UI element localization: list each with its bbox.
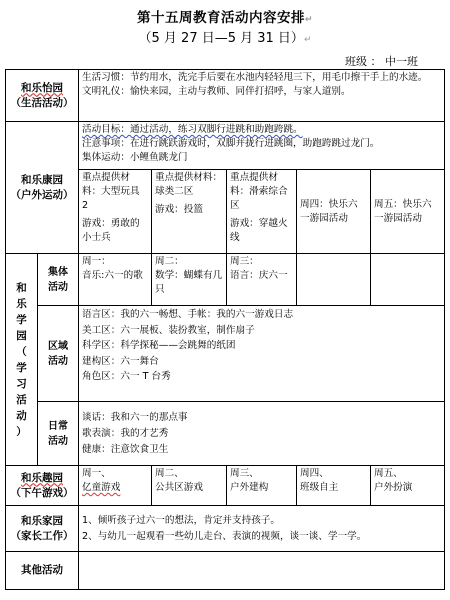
area-item: 建构区：六一舞台 (82, 355, 159, 367)
outdoor-day-4: 周四：快乐六一游园活动 (297, 170, 371, 254)
daily-activity-label: 日常 活动 (38, 402, 79, 466)
daily-item: 健康：注意饮食卫生 (82, 443, 169, 455)
area-item: 角色区：六一 T 台秀 (82, 371, 171, 382)
page-title (0, 6, 450, 26)
family-row (6, 506, 445, 552)
group-day-4 (297, 254, 371, 306)
life-row (6, 70, 445, 122)
group-day-2: 周二： 数学：蝴蝶有几只 (152, 254, 227, 306)
other-label: 其他活动 (6, 552, 79, 590)
outdoor-label: 和乐康园 （户外运动） (6, 122, 79, 254)
daily-item: 谈话：我和六一的那点事 (82, 411, 188, 423)
date-range (0, 27, 450, 46)
area-item: 美工区：六一展板、装扮教室，制作扇子 (82, 324, 255, 336)
afternoon-label: 和乐趣园 （下午游戏） (6, 466, 79, 506)
life-habit: 生活习惯：节约用水，洗完手后要在水池内轻轻甩三下，用毛巾擦干手上的水迹。 (82, 72, 428, 83)
outdoor-top-row (6, 122, 445, 170)
area-activity-label: 区域 活动 (38, 306, 79, 402)
date-range-text: （5 月 27 日—5 月 31 日） (138, 31, 304, 46)
afternoon-row (6, 466, 445, 506)
other-row (6, 552, 445, 590)
learning-label: 和 乐 学 园 （ 学 习 活 动 ） (6, 254, 38, 466)
outdoor-group: 集体运动：小鲤鱼跳龙门 (82, 152, 188, 163)
group-day-5 (371, 254, 445, 306)
life-label: 和乐怡园 （生活活动） (6, 70, 79, 122)
outdoor-notes: 注意事项：在进行跳跃游戏时，双脚并拢行进跳圈，助跑跨跳过龙门。 (82, 138, 380, 149)
area-row (6, 306, 445, 402)
afternoon-day-4: 周四、 班级自主 (297, 466, 371, 506)
life-etiquette: 文明礼仪：愉快来园，主动与教师、同伴打招呼，与家人道别。 (82, 86, 351, 97)
paragraph-mark-icon: ↵ (304, 15, 314, 25)
outdoor-day-2: 重点提供材料：球类二区 游戏：投篮 (152, 170, 227, 254)
class-value: 中一班 (385, 55, 418, 68)
daily-row (6, 402, 445, 466)
afternoon-day-5: 周五、 户外扮演 (371, 466, 445, 506)
outdoor-day-3: 重点提供材料：滑索综合区 游戏：穿越火线 (227, 170, 297, 254)
outdoor-day-5: 周五：快乐六一游园活动 (371, 170, 445, 254)
family-item: 1、倾听孩子过六一的想法，肯定并支持孩子。 (82, 514, 280, 526)
class-label: 班级 ： (345, 55, 382, 68)
group-day-3: 周三： 语言：庆六一 (227, 254, 297, 306)
class-info (345, 53, 418, 69)
outdoor-day-1: 重点提供材料：大型玩具 2 游戏：勇敢的小士兵 (79, 170, 152, 254)
life-content (79, 70, 445, 122)
area-item: 科学区：科学探秘——会跳舞的纸团 (82, 340, 236, 351)
group-activity-label: 集体 活动 (38, 254, 79, 306)
area-content (79, 306, 445, 402)
family-label: 和乐家园 （家长工作） (6, 506, 79, 552)
paragraph-mark-icon: ↵ (303, 35, 312, 45)
title-text: 第十五周教育活动内容安排 (136, 10, 305, 26)
family-item: 2、与幼儿一起观看一些幼儿走台、表演的视频，谈一谈、学一学。 (82, 530, 367, 542)
daily-item: 歌表演：我的才艺秀 (82, 427, 169, 439)
family-content (79, 506, 445, 552)
outdoor-content (79, 122, 445, 170)
other-content (79, 552, 445, 590)
afternoon-day-1: 周一、 亿童游戏 (79, 466, 152, 506)
area-item: 语言区：我的六一畅想、手帐：我的六一游戏日志 (82, 309, 294, 320)
afternoon-day-2: 周二、 公共区游戏 (152, 466, 227, 506)
outdoor-goal: 活动目标：通过活动，练习双脚行进跳和助跑跨跳。 (82, 124, 303, 135)
daily-content (79, 402, 445, 466)
schedule-table (5, 69, 445, 590)
afternoon-day-3: 周三、 户外建构 (227, 466, 297, 506)
group-day-1: 周一： 音乐:六一的歌 (79, 254, 152, 306)
learning-group-row (6, 254, 445, 306)
